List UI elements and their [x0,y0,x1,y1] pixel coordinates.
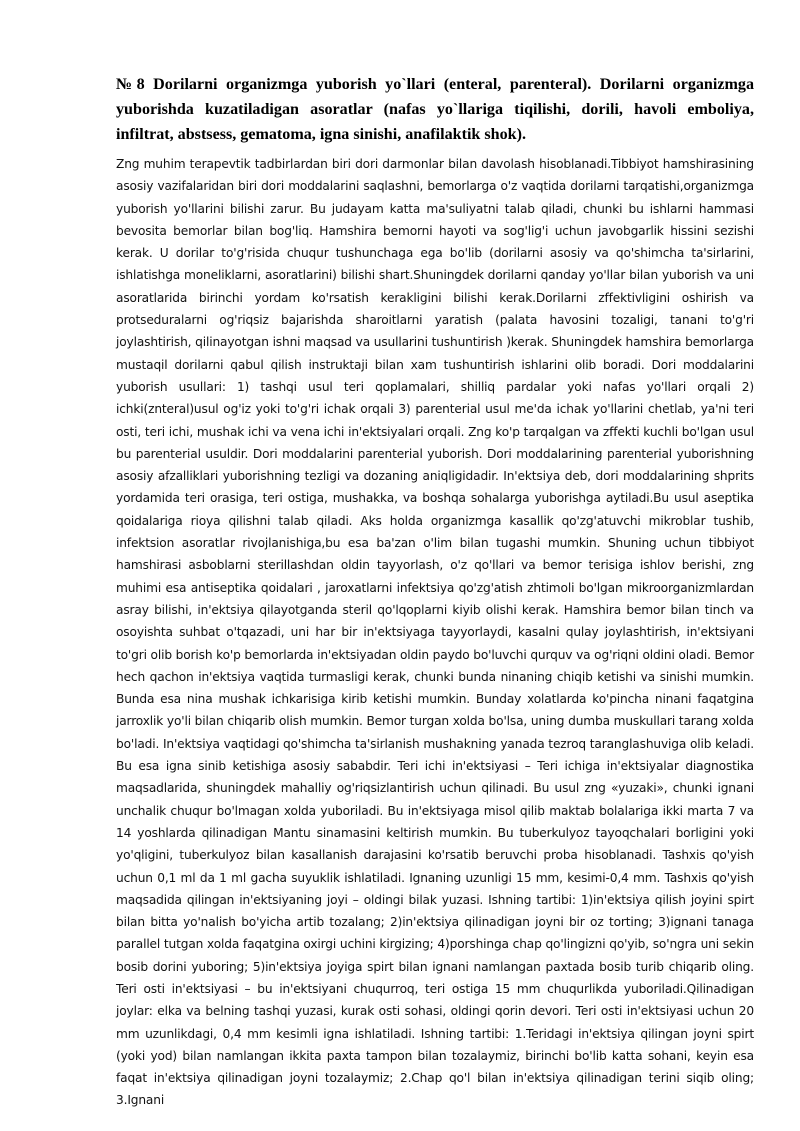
document-heading: №8 Dorilarni organizmga yuborish yo`llari (enteral, parenteral). Dorilarni organizmga yuborishda kuzatiladigan asoratlar (nafas yo`llariga tiqilishi, dorili, havoli emboliya, infiltrat, abstsess, gematoma, igna sinishi, anafilaktik shok). [116,76,754,143]
document-paragraph: Zng muhim terapevtik tadbirlardan biri dori darmonlar bilan davolash hisoblanadi.Tibbiyot hamshirasining asosiy vazifalaridan biri dori moddalarini saqlashni, bemorlarga o'z vaqtida dorilarni tarqatishi,organizmga yuborish yo'llarini bilishi zarur. Bu judayam katta ma'suliyatni talab qiladi, chunki bu ishlarni hammasi bevosita bemorlar bilan bog'liq. Hamshira bemorni hayoti va sog'lig'i uchun javobgarlik hissini sezishi kerak. U dorilar to'g'risida chuqur tushunchaga ega bo'lib (dorilarni asosiy va qo'shimcha ta'sirlarini, ishlatishga moneliklarni, asoratlarini) bilishi shart.Shuningdek dorilarni qanday yo'llar bilan yuborish va uni asoratlarida birinchi yordam ko'rsatish kerakligini bilishi kerak.Dorilarni zffektivligini oshirish va protseduralarni og'riqsiz bajarishda sharoitlarni yaratish (palata havosini tozaligi, tanani to'g'ri joylashtirish, qilinayotgan ishni maqsad va usullarini tushuntirish )kerak. Shuningdek hamshira bemorlarga mustaqil dorilarni qabul qilish instruktaji bilan xam tushuntirish ishlarini olib boradi. Dori moddalarini yuborish usullari: 1) tashqi usul teri qoplamalari, shilliq pardalar yoki nafas yo'llari orqali 2) ichki(znteral)usul og'iz yoki to'g'ri ichak orqali 3) parenterial usul me'da ichak yo'llarini chetlab, ya'ni teri osti, teri ichi, mushak ichi va vena ichi in'ektsiyalari orqali. Zng ko'p tarqalgan va zffekti kuchli bo'lgan usul bu parenterial usuldir. Dori moddalarini parenterial yuborish. Dori moddalarining parenterial yuborishning asosiy afzalliklari yuborishning tezligi va dozaning aniqligidadir. In'ektsiya deb, dori moddalarining shprits yordamida teri orasiga, teri ostiga, mushakka, va boshqa sohalarga yuborishga aytiladi.Bu usul aseptika qoidalariga rioya qilishni talab qiladi. Aks holda organizmga kasallik qo'zg'atuvchi mikroblar tushib, infektsion asoratlar rivojlanishiga,bu esa ba'zan o'lim bilan tugashi mumkin. Shuning uchun tibbiyot hamshirasi asboblarni sterillashdan oldin tayyorlash, o'z qo'llari va bemor terisiga ishlov berishi, zng muhimi esa antiseptika qoidalari , jaroxatlarni infektsiya qo'zg'atish zhtimoli bo'lgan mikroorganizmlardan asray bilishi, in'ektsiya qilayotganda steril qo'lqoplarni kiyib olishi kerak. Hamshira bemor bilan tinch va osoyishta suhbat o'tqazadi, uni har bir in'ektsiyaga tayyorlaydi, kasalni qulay joylashtirish, in'ektsiyani to'gri olib borish ko'p bemorlarda in'ektsiyadan oldin paydo bo'luvchi qurquv va og'riqni oldini oladi. Bemor hech qachon in'ektsiya vaqtida turmasligi kerak, chunki bunda ninaning chiqib ketishi va sinishi mumkin. Bunda esa nina mushak ichkarisiga kirib ketishi mumkin. Bunday xolatlarda ko'pincha ninani faqatgina jarroxlik yo'li bilan chiqarib olish mumkin. Bemor turgan xolda bo'lsa, uning dumba muskullari tarang xolda bo'ladi. In'ektsiya vaqtidagi qo'shimcha ta'sirlanish mushakning yanada tezroq taranglashuviga olib keladi. Bu esa igna sinib ketishiga asosiy sababdir. Teri ichi in'ektsiyasi – Teri ichiga in'ektsiyalar diagnostika maqsadlarida, shuningdek mahalliy og'riqsizlantirish uchun qilinadi. Bu usul zng «yuzaki», chunki ignani unchalik chuqur bo'lmagan xolda yuboriladi. Bu in'ektsiyaga misol qilib maktab bolalariga ikki marta 7 va 14 yoshlarda qilinadigan Mantu sinamasini keltirish mumkin. Bu tuberkulyoz tayoqchalari borligini yoki yo'qligini, tuberkulyoz bilan kasallanish darajasini ko'rsatib beruvchi proba hisoblanadi. Tashxis qo'yish uchun 0,1 ml da 1 ml gacha suyuklik ishlatiladi. Ignaning uzunligi 15 mm, kesimi-0,4 mm. Tashxis qo'yish maqsadida qilingan in'ektsiyaning joyi – oldingi bilak yuzasi. Ishning tartibi: 1)in'ektsiya qilish joyini spirt bilan bitta yo'nalish bo'yicha artib tozalang; 2)in'ektsiya qilinadigan joyni bir oz torting; 3)ignani tanaga parallel tutgan xolda faqatgina oxirgi uchini kirgizing; 4)porshinga chap qo'lingizni qo'yib, so'ngra uni sekin bosib dorini yuboring; 5)in'ektsiya joyiga spirt bilan ignani namlangan paxtada bosib turib chiqarib oling. Teri osti in'ektsiyasi – bu in'ektsiyani chuqurroq, teri ostiga 15 mm chuqurlikda yuboriladi.Qilinadigan joylar: elka va belning tashqi yuzasi, kurak osti sohasi, oldingi qorin devori. Teri osti in'ektsiyasi uchun 20 mm uzunlikdagi, 0,4 mm kesimli igna ishlatiladi. Ishning tartibi: 1.Teridagi in'ektsiya qilingan joyni spirt (yoki yod) bilan namlangan ikkita paxta tampon bilan tozalaymiz, birinchi bo'lib katta sohani, keyin esa faqat in'ektsiya qilinadigan joyni tozalaymiz; 2.Chap qo'l bilan in'ektsiya qilinadigan terini siqib oling; 3.Ignani [116,157,754,1108]
